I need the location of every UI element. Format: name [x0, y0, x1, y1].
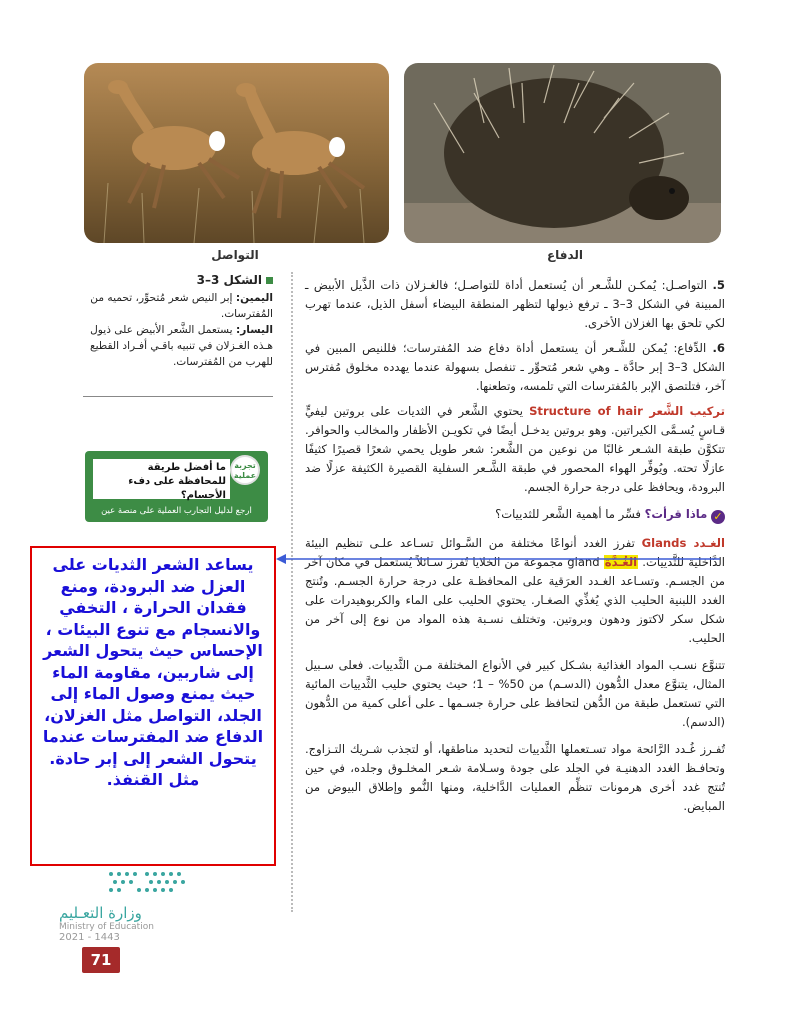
lab-footer: ارجع لدليل التجارب العملية على منصة عين [101, 506, 252, 516]
caption-right-label: اليمين: [235, 292, 273, 304]
checkmark-icon: ✓ [711, 510, 725, 524]
deer-photo-caption: التواصل [211, 248, 259, 262]
lab-activity-box[interactable] [85, 451, 268, 522]
item-6-text: الدِّفاع: يُمكن للشَّـعر أن يستعمل أداة دفاع ضد المُفترسات؛ فللنيص المبين في الشكل 3–3 إبر حادَّة ـ وهي شعر مُتحوِّر ـ تنفصل بسهولة عندما يهدده مخلوق مُفترس آخر، فتلتصق الإبر بالمُفترسات التي تلمسه، وتطعنها. [305, 341, 725, 393]
lab-question: ما أفضل طريقة للمحافظة على دفء الأجسام؟ [93, 459, 230, 499]
reading-check-question: فسِّر ما أهمية الشَّعر للثدييات؟ [495, 507, 645, 521]
gland-term: الغُـدَّة [604, 555, 638, 569]
ministry-logo [55, 868, 185, 943]
caption-left-text: يستعمل الشَّعر الأبيض على ذيول هـذه الغـزلان في تنبيه باقـي أفـراد القطيع للهرب من المُفترسات. [89, 324, 273, 368]
hair-structure-paragraph [305, 402, 725, 497]
ministry-year: 2021 - 1443 [59, 932, 120, 943]
pointer-arrow [276, 552, 720, 566]
hair-structure-title: تركيب الشَّعر Structure of hair [529, 404, 725, 418]
ministry-dots-icon [103, 868, 193, 898]
deer-photo [84, 63, 389, 243]
answer-note-box: يساعد الشعر الثديات على العزل ضد البرودة، ومنع فقدان الحرارة ، التخفي والانسجام مع تنوع البيئات ، الإحساس حيث يتحول الشعر إلى شاربين، مقاومة الماء حيث يمنع وصول الماء إلى الجلد، التواصل مثل الغزلان، الدفاع ضد المفترسات عندما يتحول الشعر إلى إبر حادة. مثل القنفذ. [30, 546, 276, 866]
reading-check-label: ماذا قرأت؟ [644, 507, 708, 521]
item-5-text: التواصـل: يُمكـن للشَّـعر أن يُستعمل أداة للتواصـل؛ فالغـزلان ذات الذَّيل الأبيض ـ المبينة في الشكل 3–3 ـ ترفع ذيولها لتظهر المنطقة البيضاء أسفل الذيل، عندما تهرب لكي تلحق بها الغزلان الأخرى. [305, 278, 725, 330]
caption-right-text: إبر النيص شعر مُتحوِّر، تحميه من المُفترسات. [90, 292, 273, 320]
caption-square-icon [266, 277, 273, 284]
glands-paragraph: الغـدد Glands تفرز الغدد أنواعًا مختلفة من السَّـوائل تسـاعد علـى تنظيم البيئة الدَّاخلية للثَّدييات. الغُـدَّة gland مجموعة من الخلايا تُفرز سـائلاً يُستعمل في مكان آخر من الجسـم. وتسـاعد الغـدد العرَقية على المحافظـة على درجة حرارة الجسـم. وتُنتج الغدد اللبنية الحليب الذي يُغذِّي الصغـار. يحتوي الحليب على الماء والكربوهيدرات على شكل سكر لاكتوز ودهون وبروتين. وتختلف نسـبة هذه المواد من نوع إلى آخر من الحليب. [305, 536, 725, 645]
scent-glands-paragraph: تُفـرز غُـدد الرَّائحة مواد تسـتعملها الثَّدييات لتحديد مناطقها، أو لتجذب شـريك التـزاوج. وتحافـظ الغدد الدهنيـة في الجلد على جودة وسـلامة شـعر المخلـوق وجلده، في حين تُنتج غدد أخرى هرمونات تنظِّم العمليات الدَّاخلية، ومنها النُّمو وإطلاق البيوض من المبايض. [305, 742, 725, 813]
column-divider [291, 272, 293, 912]
porcupine-photo [404, 63, 721, 243]
item-6: 6. الدِّفاع: يُمكن للشَّـعر أن يستعمل أداة دفاع ضد المُفترسات؛ فللنيص المبين في الشكل 3–3 إبر حادَّة ـ وهي شعر مُتحوِّر ـ تنفصل بسهولة عندما يهدده مخلوق مُفترس آخر، فتلتصق الإبر بالمُفترسات التي تلمسه، وتطعنها. [305, 341, 725, 393]
page-number: 71 [82, 947, 120, 973]
figure-caption [83, 272, 273, 370]
reading-check [305, 505, 725, 524]
hair-structure-text: يحتوي الشَّعر في الثديات على بروتين ليفيٍّ قـاسٍ يُسـمَّى الكيراتين. وهو بروتين يدخـل أيضًا في تكويـن الأظفار والمخالب والحوافر. تتكوَّن طبقة الشـعر غالبًا من نوعين من الشَّعر: شعر طويل يحمي شعرًا قصيرًا كثيفًا عازلًا تحته. ويُوفِّر الهواء المحصور في طبقة الشَّـعر السفلية القصيرة الكثيفة عزلًا ضد البرودة، ويحافظ على درجة حرارة الجسم. [305, 404, 725, 494]
caption-divider [83, 396, 273, 397]
ministry-name-en: Ministry of Education [59, 922, 154, 932]
porcupine-photo-caption: الدفاع [546, 248, 584, 262]
lab-badge: تجربة عملية [230, 455, 260, 485]
item-5: 5. التواصـل: يُمكـن للشَّـعر أن يُستعمل أداة للتواصـل؛ فالغـزلان ذات الذَّيل الأبيض ـ المبينة في الشكل 3–3 ـ ترفع ذيولها لتظهر المنطقة البيضاء أسفل الذيل، عندما تهرب لكي تلحق بها الغزلان الأخرى. [305, 278, 725, 330]
milk-paragraph: تتنوَّع نسـب المواد الغذائية بشـكل كبير في الأنواع المختلفة مـن الثَّدييات. فعلى سـبيل المثال، يتنوَّع معدل الدُّهون (الدسـم) من 50% – 1؛ حيث يحتوي حليب الثَّدييات المائية التي تستعمل طبقة من الدُّهن لتحافظ على حرارة جسـمها ـ على أعلى كمية من الدُّهون (الدسم). [305, 658, 726, 729]
ministry-name-ar: وزارة التعـليم [59, 904, 142, 922]
caption-left-label: اليسار: [235, 324, 273, 336]
figure-caption-title: الشكل 3–3 [196, 273, 262, 287]
glands-title: الغـدد Glands [641, 536, 725, 550]
main-column [305, 276, 725, 816]
